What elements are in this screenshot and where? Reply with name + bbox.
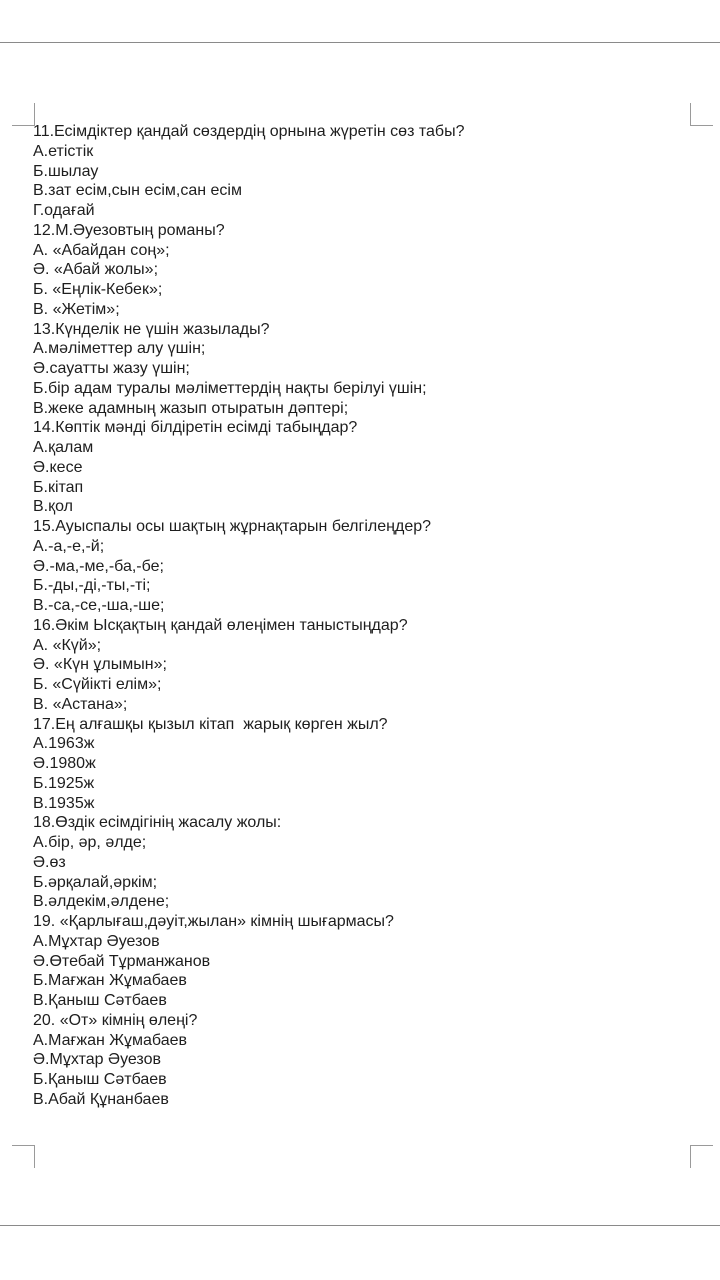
answer-option-line: А.Мұхтар Әуезов: [33, 932, 160, 950]
answer-option-line: Б.1925ж: [33, 774, 95, 792]
answer-option-line: Б.Қаныш Сәтбаев: [33, 1071, 167, 1088]
answer-option-line: А.қалам: [33, 439, 94, 456]
answer-option-line: В. «Астана»;: [33, 695, 128, 713]
answer-option-line: В.қол: [33, 498, 73, 516]
answer-option-line: В. «Жетім»;: [33, 300, 120, 318]
answer-option-line: А.Мағжан Жұмабаев: [33, 1031, 188, 1049]
answer-option-line: Ә.1980ж: [33, 755, 96, 772]
answer-option-line: Ә.өз: [33, 853, 66, 871]
question-line: 12.М.Әуезовтың романы?: [33, 221, 225, 239]
answer-option-line: Ә.сауатты жазу үшін;: [33, 360, 190, 377]
question-line: 16.Әкім Ысқақтың қандай өлеңімен таныстыңдар?: [33, 616, 408, 634]
answer-option-line: В.жеке адамның жазып отыратын дәптері;: [33, 399, 349, 417]
answer-option-line: А.-а,-е,-й;: [33, 537, 105, 555]
answer-option-line: Ә.-ма,-ме,-ба,-бе;: [33, 557, 164, 575]
answer-option-line: Б.-ды,-ді,-ты,-ті;: [33, 577, 151, 595]
question-line: 19. «Қарлығаш,дәуіт,жылан» кімнің шығармасы?: [33, 913, 394, 930]
answer-option-line: В.-са,-се,-ша,-ше;: [33, 597, 165, 614]
answer-option-line: А.1963ж: [33, 735, 95, 753]
answer-option-line: А. «Күй»;: [33, 636, 102, 654]
question-line: 14.Көптік мәнді білдіретін есімді табыңдар?: [33, 419, 358, 437]
answer-option-line: Б.Мағжан Жұмабаев: [33, 972, 187, 990]
answer-option-line: В.зат есім,сын есім,сан есім: [33, 182, 242, 200]
answer-option-line: А.мәліметтер алу үшін;: [33, 340, 206, 358]
answer-option-line: Ә.Өтебай Тұрманжанов: [33, 952, 211, 970]
answer-option-line: В.Абай Құнанбаев: [33, 1090, 169, 1108]
answer-option-line: Ә. «Күн ұлымын»;: [33, 656, 167, 674]
answer-option-line: Ә.Мұхтар Әуезов: [33, 1051, 161, 1069]
crop-mark-bottom-right: [690, 1145, 713, 1168]
answer-option-line: В.Қаныш Сәтбаев: [33, 992, 167, 1009]
crop-mark-top-right: [690, 103, 713, 126]
question-line: 15.Ауыспалы осы шақтың жұрнақтарын белгілеңдер?: [33, 518, 432, 535]
answer-option-line: Ә.кесе: [33, 458, 83, 476]
answer-option-line: Б.кітап: [33, 478, 84, 496]
answer-option-line: Б.шылау: [33, 162, 99, 180]
question-line: 17.Ең алғашқы қызыл кітап жарық көрген жыл?: [33, 715, 388, 733]
top-divider: [0, 42, 720, 43]
answer-option-line: В.әлдекім,әлдене;: [33, 893, 170, 911]
answer-option-line: Б. «Еңлік-Кебек»;: [33, 281, 163, 298]
answer-option-line: Ә. «Абай жолы»;: [33, 261, 159, 279]
question-line: 11.Есімдіктер қандай сөздердің орнына жүретін сөз табы?: [33, 123, 465, 140]
answer-option-line: Г.одағай: [33, 202, 95, 219]
answer-option-line: Б.әрқалай,әркім;: [33, 873, 158, 891]
answer-option-line: В.1935ж: [33, 794, 95, 812]
answer-option-line: А.етістік: [33, 142, 94, 160]
question-line: 18.Өздік есімдігінің жасалу жолы:: [33, 814, 282, 832]
answer-option-line: Б.бір адам туралы мәліметтердің нақты берілуі үшін;: [33, 379, 427, 397]
answer-option-line: А. «Абайдан соң»;: [33, 241, 170, 259]
bottom-divider: [0, 1225, 720, 1226]
question-line: 13.Күнделік не үшін жазылады?: [33, 320, 270, 338]
crop-mark-bottom-left: [12, 1145, 35, 1168]
document-body: [33, 122, 693, 1110]
answer-option-line: Б. «Сүйікті елім»;: [33, 676, 162, 693]
crop-mark-top-left: [12, 103, 35, 126]
question-line: 20. «От» кімнің өлеңі?: [33, 1011, 198, 1029]
answer-option-line: А.бір, әр, әлде;: [33, 834, 147, 851]
